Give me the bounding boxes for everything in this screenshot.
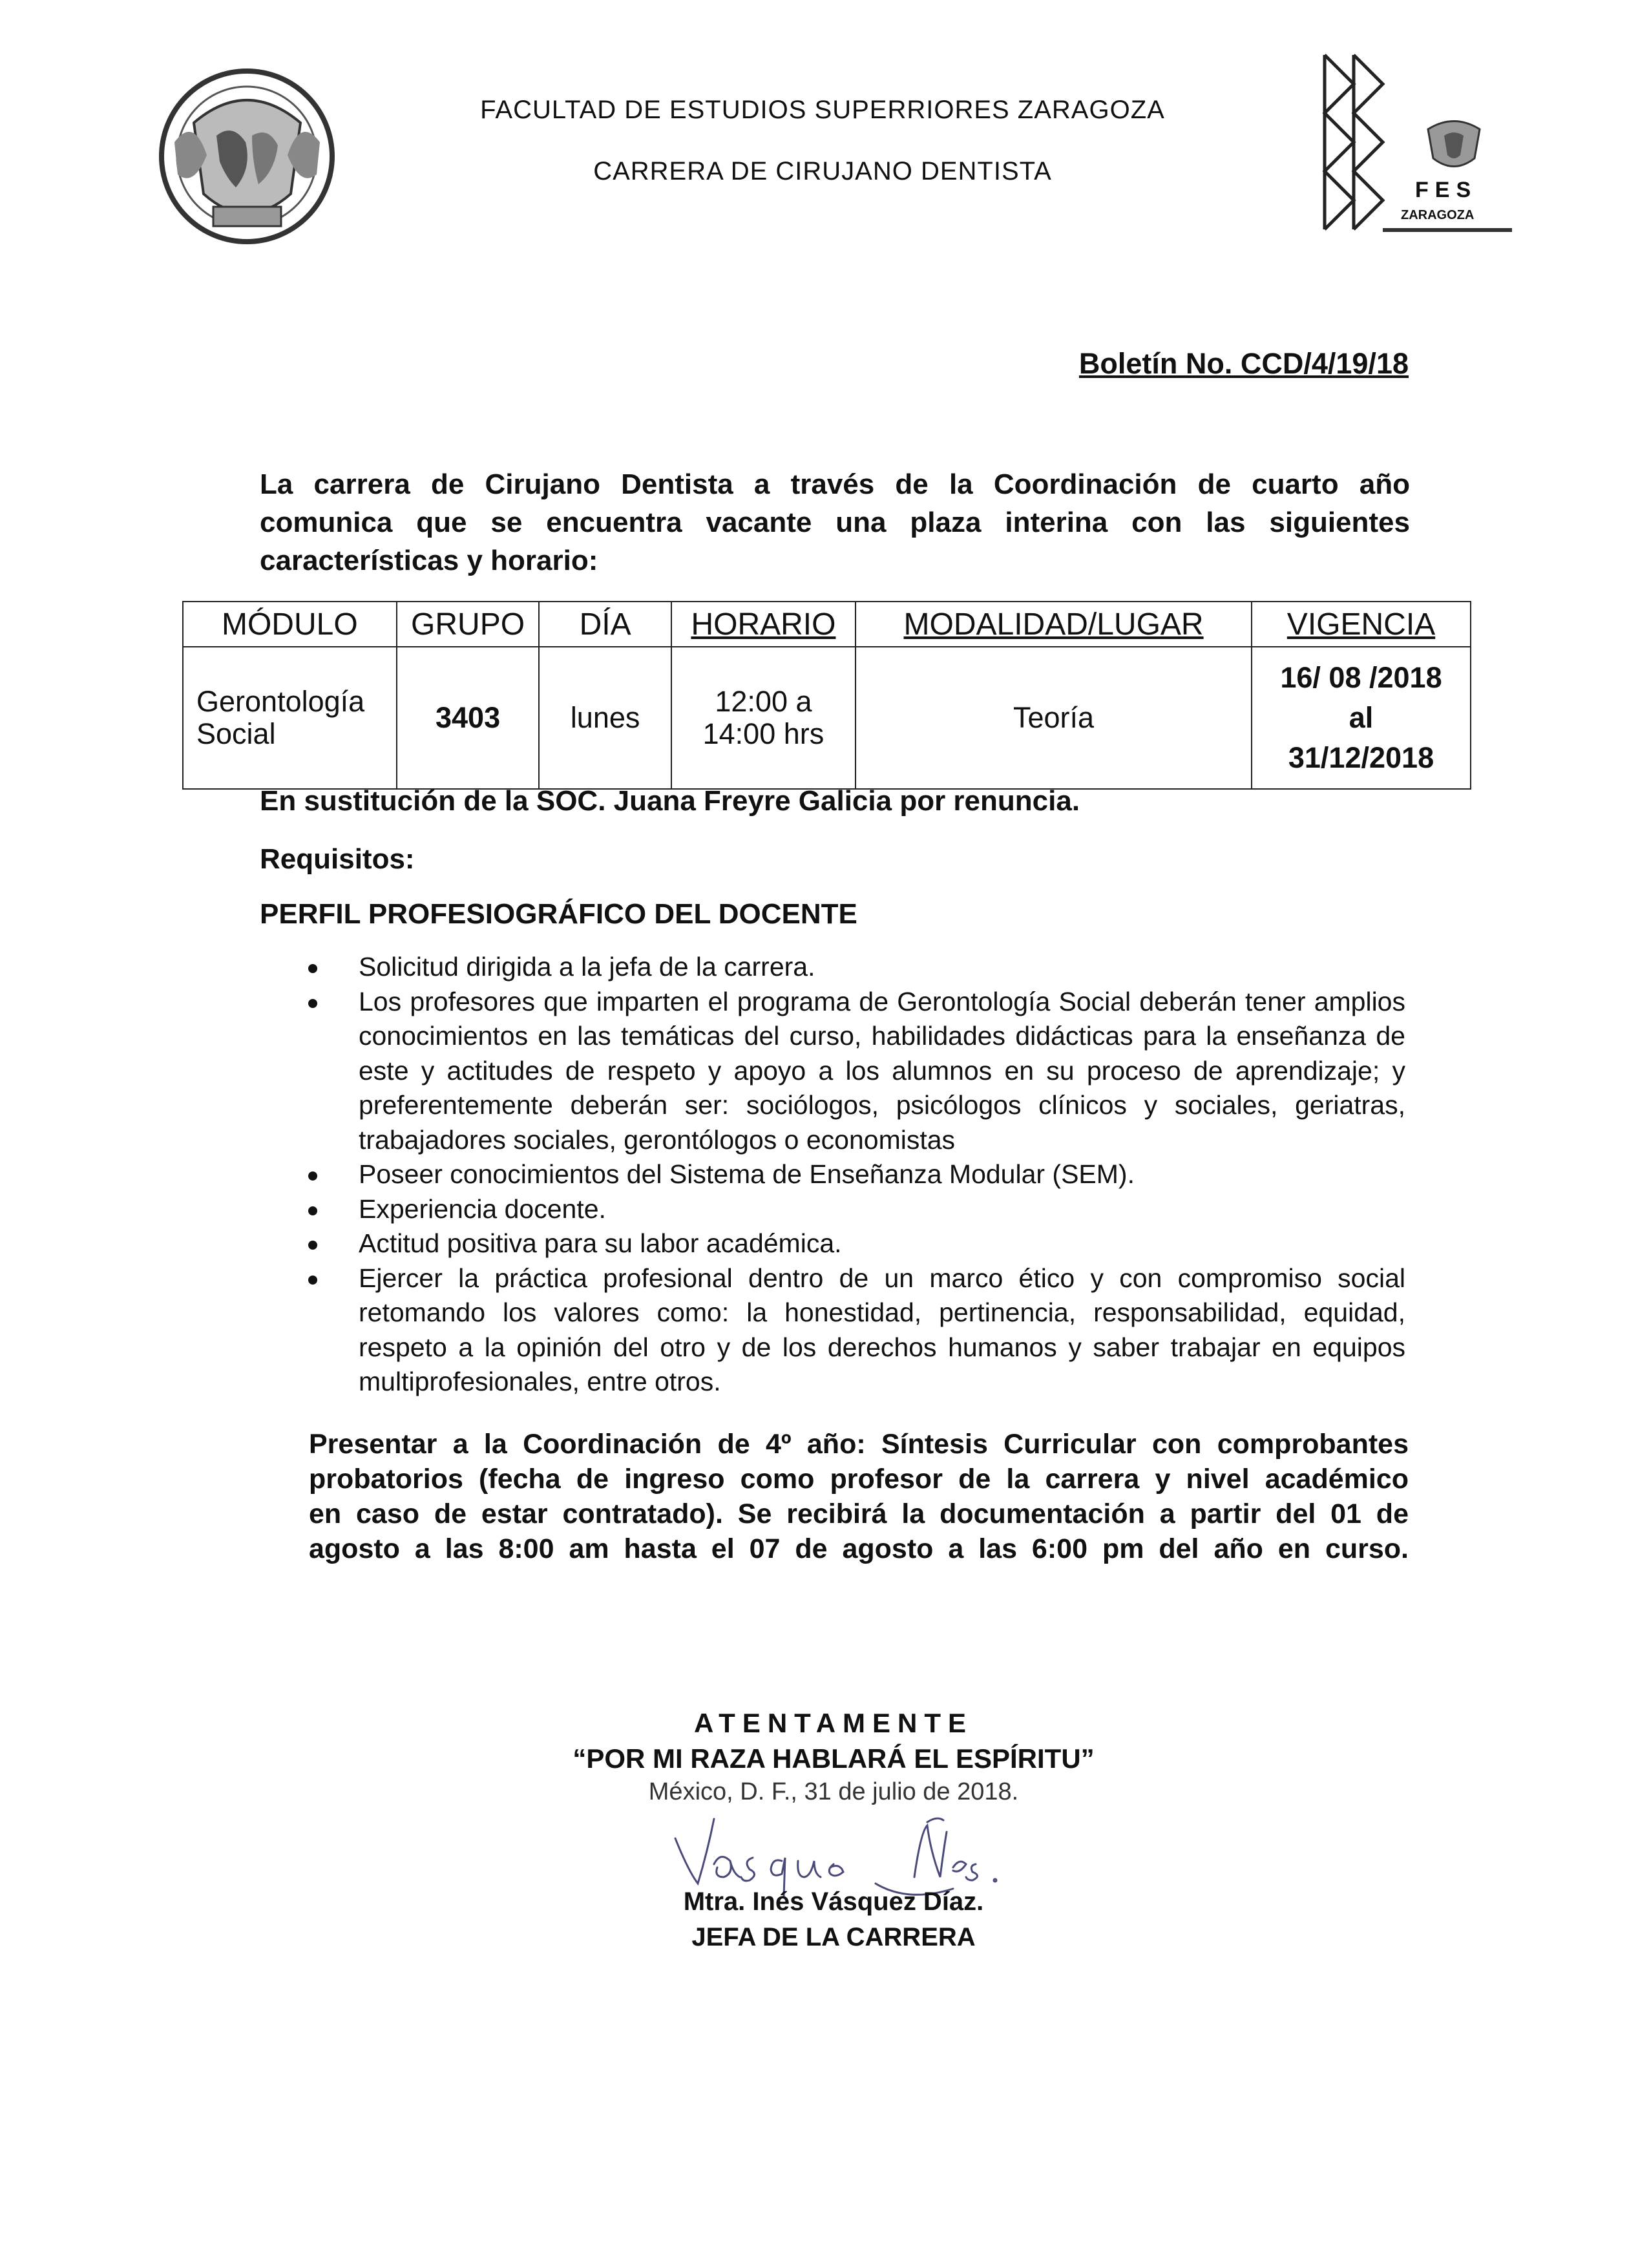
motto: “POR MI RAZA HABLARÁ EL ESPÍRITU”	[572, 1743, 1095, 1774]
closing-line-4: agosto a las 8:00 am hasta el 07 de agosto a las 6:00 pm del año en curso.	[309, 1533, 1409, 1564]
table-header-row	[183, 602, 1471, 647]
list-item	[307, 985, 1405, 1158]
list-item	[307, 950, 1405, 985]
requirement-text: Solicitud dirigida a la jefa de la carrera.	[359, 952, 815, 982]
list-item	[307, 1192, 1405, 1227]
bullet-icon	[308, 1241, 317, 1250]
place-date: México, D. F., 31 de julio de 2018.	[648, 1778, 1019, 1805]
closing-paragraph	[309, 1427, 1409, 1566]
cell-horario	[671, 647, 856, 789]
signatory-title: JEFA DE LA CARRERA	[691, 1923, 976, 1951]
bullet-icon	[308, 1206, 317, 1215]
bullet-icon	[308, 1276, 317, 1285]
requirements-list	[307, 950, 1405, 1400]
cell-modulo	[183, 647, 397, 789]
header-dia: DÍA	[539, 602, 671, 647]
list-item	[307, 1226, 1405, 1261]
header-institution: FACULTAD DE ESTUDIOS SUPERRIORES ZARAGOZA	[480, 96, 1165, 124]
intro-paragraph	[260, 465, 1410, 580]
closing-line-1: Presentar a la Coordinación de 4º año: Síntesis Curricular con comprobantes	[309, 1429, 1409, 1460]
list-item	[307, 1157, 1405, 1192]
vacancy-table	[182, 601, 1471, 790]
substitution-note: En sustitución de la SOC. Juana Freyre Galicia por renuncia.	[260, 785, 1080, 817]
cell-modulo-line-2: Social	[196, 717, 276, 750]
requirement-text: Los profesores que imparten el programa de Gerontología Social deberán tener amplios conocimientos en las temáticas del curso, habilidades didácticas para la enseñanza de este y actitudes de respeto y apoyo a los alumnos en su proceso de aprendizaje; y preferentemente deberán ser: sociólogos, psicólogos clínicos y sociales, geriatras, trabajadores sociales, gerontólogos o economistas	[359, 986, 1405, 1155]
requirement-text: Poseer conocimientos del Sistema de Enseñanza Modular (SEM).	[359, 1159, 1135, 1189]
signatory-name: Mtra. Inés Vásquez Díaz.	[683, 1887, 984, 1916]
requisitos-label: Requisitos:	[260, 843, 415, 875]
fes-logo-subtext: ZARAGOZA	[1401, 208, 1475, 222]
requirement-text: Actitud positiva para su labor académica.	[359, 1228, 842, 1258]
cell-vigencia-line-2: al	[1349, 701, 1374, 734]
list-item	[307, 1261, 1405, 1400]
requirement-text: Ejercer la práctica profesional dentro de un marco ético y con compromiso social retomando los valores como: la honestidad, pertinencia, responsabilidad, equidad, respeto a la opinión del otro y de los derechos humanos y saber trabajar en equipos multiprofesionales, entre otros.	[359, 1263, 1405, 1396]
intro-line-2: comunica que se encuentra vacante una plaza interina con las siguientes	[260, 507, 1410, 538]
cell-vigencia-line-3: 31/12/2018	[1288, 741, 1434, 774]
requirement-text: Experiencia docente.	[359, 1193, 606, 1224]
logo-underline	[1383, 228, 1512, 232]
perfil-heading: PERFIL PROFESIOGRÁFICO DEL DOCENTE	[260, 898, 857, 930]
bullet-icon	[308, 964, 317, 973]
intro-line-3: características y horario:	[260, 545, 598, 576]
cell-vigencia-line-1: 16/ 08 /2018	[1280, 661, 1442, 694]
cell-modalidad: Teoría	[856, 647, 1252, 789]
header-grupo: GRUPO	[397, 602, 540, 647]
cell-grupo: 3403	[397, 647, 540, 789]
cell-horario-line-1: 12:00 a	[715, 685, 812, 718]
header-modulo: MÓDULO	[183, 602, 397, 647]
unam-small-crest-icon	[1422, 116, 1486, 171]
cell-horario-line-2: 14:00 hrs	[702, 717, 824, 750]
cell-dia: lunes	[539, 647, 671, 789]
fes-logo-text: FES	[1415, 178, 1478, 202]
cell-vigencia	[1252, 647, 1471, 789]
table-row	[183, 647, 1471, 789]
header-horario: HORARIO	[671, 602, 856, 647]
closing-line-3: en caso de estar contratado). Se recibirá la documentación a partir del 01 de	[309, 1498, 1409, 1529]
header-career: CARRERA DE CIRUJANO DENTISTA	[593, 157, 1052, 185]
fes-zaragoza-logo	[1318, 48, 1515, 242]
header-vigencia: VIGENCIA	[1252, 602, 1471, 647]
atentamente: ATENTAMENTE	[693, 1708, 974, 1738]
closing-line-2: probatorios (fecha de ingreso como profesor de la carrera y nivel académico	[309, 1464, 1409, 1495]
bullet-icon	[308, 999, 317, 1008]
cell-modulo-line-1: Gerontología	[196, 685, 365, 718]
bulletin-number: Boletín No. CCD/4/19/18	[1078, 347, 1409, 380]
intro-line-1: La carrera de Cirujano Dentista a través de la Coordinación de cuarto año	[260, 468, 1410, 500]
bullet-icon	[308, 1171, 317, 1181]
header-modalidad: MODALIDAD/LUGAR	[856, 602, 1252, 647]
